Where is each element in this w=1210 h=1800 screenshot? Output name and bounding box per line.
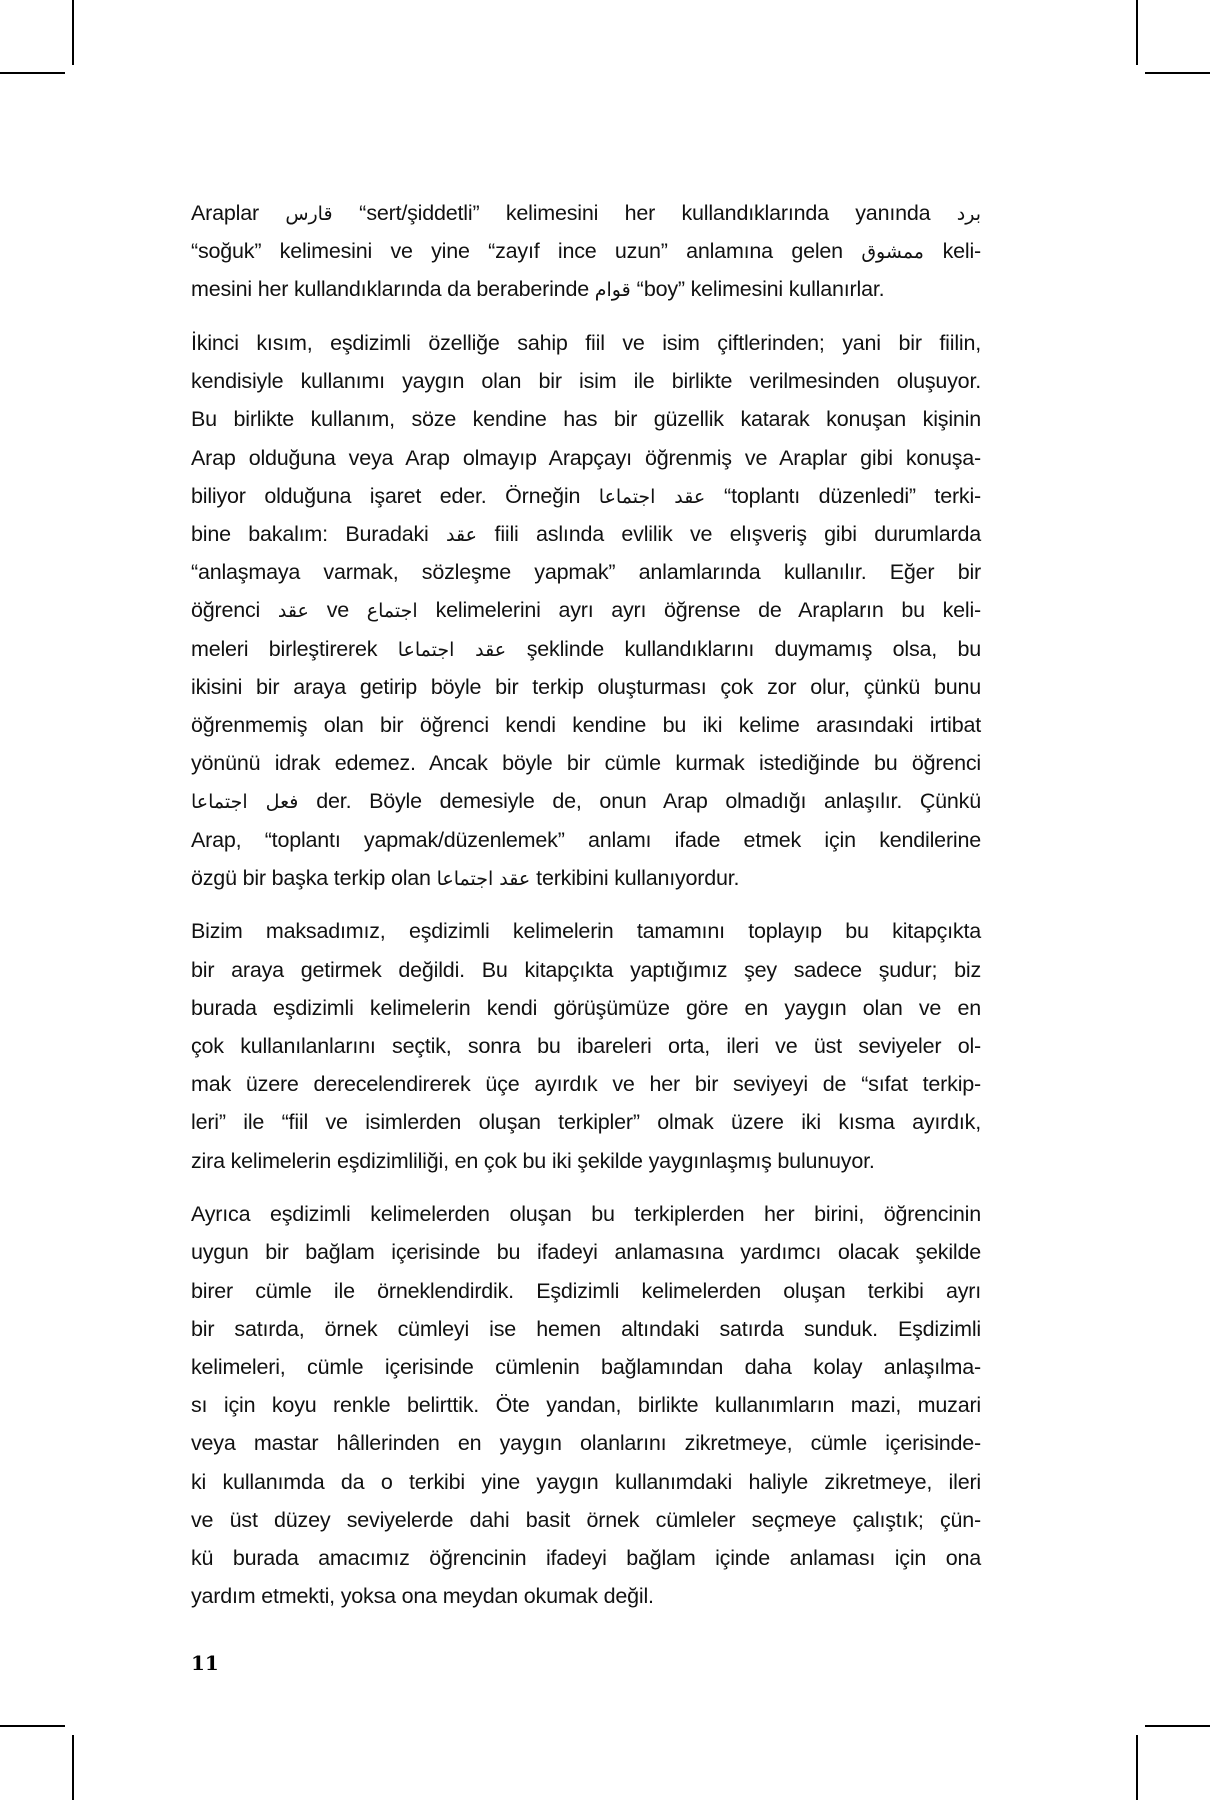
crop-mark-bottom-right-horizontal bbox=[1145, 1725, 1210, 1727]
text-line: Ayrıca eşdizimli kelimelerden oluşan bu terkiplerden her birini, öğrencinin bbox=[191, 1202, 981, 1227]
text-line: veya mastar hâllerinden en yaygın olanlarını zikretmeye, cümle içerisinde- bbox=[191, 1431, 981, 1456]
text-line: burada eşdizimli kelimelerin kendi görüşümüze göre en yaygın olan ve en bbox=[191, 995, 981, 1020]
text-line: sı için koyu renkle belirttik. Öte yandan, birlikte kullanımların mazi, muzari bbox=[191, 1393, 981, 1418]
text-line: birer cümle ile örneklendirdik. Eşdizimli kelimelerden oluşan terkibi ayrı bbox=[191, 1278, 981, 1303]
text-line: Bizim maksadımız, eşdizimli kelimelerin tamamını toplayıp bu kitapçıkta bbox=[191, 919, 981, 944]
text-line: Bu birlikte kullanım, söze kendine has bir güzellik katarak konuşan kişinin bbox=[191, 407, 981, 432]
text-line: bir araya getirmek değildi. Bu kitapçıkta yaptığımız şey sadece şudur; biz bbox=[191, 957, 981, 982]
text-line: kendisiyle kullanımı yaygın olan bir isim ile birlikte verilmesinden oluşuyor. bbox=[191, 369, 981, 394]
text-line: bir satırda, örnek cümleyi ise hemen altındaki satırda sunduk. Eşdizimli bbox=[191, 1316, 981, 1341]
text-line: İkinci kısım, eşdizimli özelliğe sahip fiil ve isim çiftlerinden; yani bir fiilin, bbox=[191, 331, 981, 356]
crop-mark-top-left-horizontal bbox=[0, 72, 65, 74]
text-line: biliyor olduğuna işaret eder. Örneğin عقد اجتماعا “toplantı düzenledi” terki- bbox=[191, 483, 982, 508]
crop-mark-top-right-horizontal bbox=[1145, 72, 1210, 74]
text-line: bine bakalım: Buradaki عقد fiili aslında evlilik ve elışveriş gibi durumlarda bbox=[191, 522, 981, 546]
arabic-term: عقد اجتماعا bbox=[436, 867, 531, 890]
arabic-term: قارس bbox=[285, 203, 333, 225]
paragraph bbox=[191, 324, 981, 897]
text-line: mak üzere derecelendirerek üçe ayırdık ve her bir seviyeyi de “sıfat terkip- bbox=[191, 1072, 981, 1097]
crop-mark-bottom-left-vertical bbox=[72, 1735, 74, 1800]
text-line: uygun bir bağlam içerisinde bu ifadeyi anlamasına yardımcı olacak şekilde bbox=[191, 1240, 981, 1265]
crop-mark-top-left-vertical bbox=[72, 0, 74, 65]
text-line: mesini her kullandıklarında da beraberinde قوام “boy” kelimesini kullanırlar. bbox=[191, 277, 885, 302]
text-line: zira kelimelerin eşdizimliliği, en çok bu iki şekilde yaygınlaşmış bulunuyor. bbox=[191, 1148, 875, 1173]
paragraph bbox=[191, 194, 981, 309]
text-line: meleri birleştirerek عقد اجتماعا şeklinde kullandıklarını duymamış olsa, bu bbox=[191, 636, 981, 661]
text-line: فعل اجتماعا der. Böyle demesiyle de, onun Arap olmadığı anlaşılır. Çünkü bbox=[191, 789, 981, 814]
text-line: öğrenmemiş olan bir öğrenci kendi kendine bu iki kelime arasındaki irtibat bbox=[191, 712, 981, 737]
arabic-term: ممشوق bbox=[861, 241, 924, 264]
page-number: 11 bbox=[191, 1651, 219, 1675]
arabic-term: قوام bbox=[594, 279, 631, 302]
crop-mark-bottom-right-vertical bbox=[1136, 1735, 1138, 1800]
arabic-term: عقد bbox=[277, 600, 309, 623]
arabic-term: فعل اجتماعا bbox=[191, 791, 299, 814]
text-line: kelimeleri, cümle içerisinde cümlenin bağlamından daha kolay anlaşılma- bbox=[191, 1354, 981, 1379]
text-line: “anlaşmaya varmak, sözleşme yapmak” anlamlarında kullanılır. Eğer bir bbox=[191, 560, 981, 585]
arabic-term: عقد اجتماعا bbox=[598, 485, 706, 508]
text-line: leri” ile “fiil ve isimlerden oluşan terkipler” olmak üzere iki kısma ayırdık, bbox=[191, 1110, 981, 1135]
paragraph bbox=[191, 1195, 981, 1615]
text-line: “soğuk” kelimesini ve yine “zayıf ince uzun” anlamına gelen ممشوق keli- bbox=[191, 239, 981, 264]
arabic-term: برد bbox=[956, 203, 981, 225]
arabic-term: عقد اجتماعا bbox=[397, 638, 507, 661]
text-line: Arap olduğuna veya Arap olmayıp Arapçayı öğrenmiş ve Araplar gibi konuşa- bbox=[191, 445, 981, 470]
body-text bbox=[191, 194, 981, 1631]
arabic-term: عقد bbox=[446, 524, 477, 546]
text-line: ikisini bir araya getirip böyle bir terkip oluşturması çok zor olur, çünkü bunu bbox=[191, 674, 981, 699]
text-line: Arap, “toplantı yapmak/düzenlemek” anlamı ifade etmek için kendilerine bbox=[191, 827, 981, 852]
text-line: özgü bir başka terkip olan عقد اجتماعا terkibini kullanıyordur. bbox=[191, 865, 740, 890]
paragraph bbox=[191, 912, 981, 1179]
text-line: çok kullanılanlarını seçtik, sonra bu ibareleri orta, ileri ve üst seviyeler ol- bbox=[191, 1033, 981, 1058]
crop-mark-top-right-vertical bbox=[1136, 0, 1138, 65]
text-line: yardım etmekti, yoksa ona meydan okumak değil. bbox=[191, 1584, 654, 1609]
text-line: ve üst düzey seviyelerde dahi basit örnek cümleler seçmeye çalıştık; çün- bbox=[191, 1507, 981, 1532]
text-line: öğrenci عقد ve اجتماع kelimelerini ayrı ayrı öğrense de Arapların bu keli- bbox=[191, 598, 981, 623]
text-line: ki kullanımda da o terkibi yine yaygın kullanımdaki haliyle zikretmeye, ileri bbox=[191, 1469, 981, 1494]
text-line: yönünü idrak edemez. Ancak böyle bir cümle kurmak istediğinde bu öğrenci bbox=[191, 751, 981, 776]
arabic-term: اجتماع bbox=[366, 600, 418, 623]
crop-mark-bottom-left-horizontal bbox=[0, 1725, 65, 1727]
text-line: kü burada amacımız öğrencinin ifadeyi bağlam içinde anlaması için ona bbox=[191, 1545, 981, 1570]
text-line: Araplar قارس “sert/şiddetli” kelimesini her kullandıklarında yanında برد bbox=[191, 201, 981, 225]
